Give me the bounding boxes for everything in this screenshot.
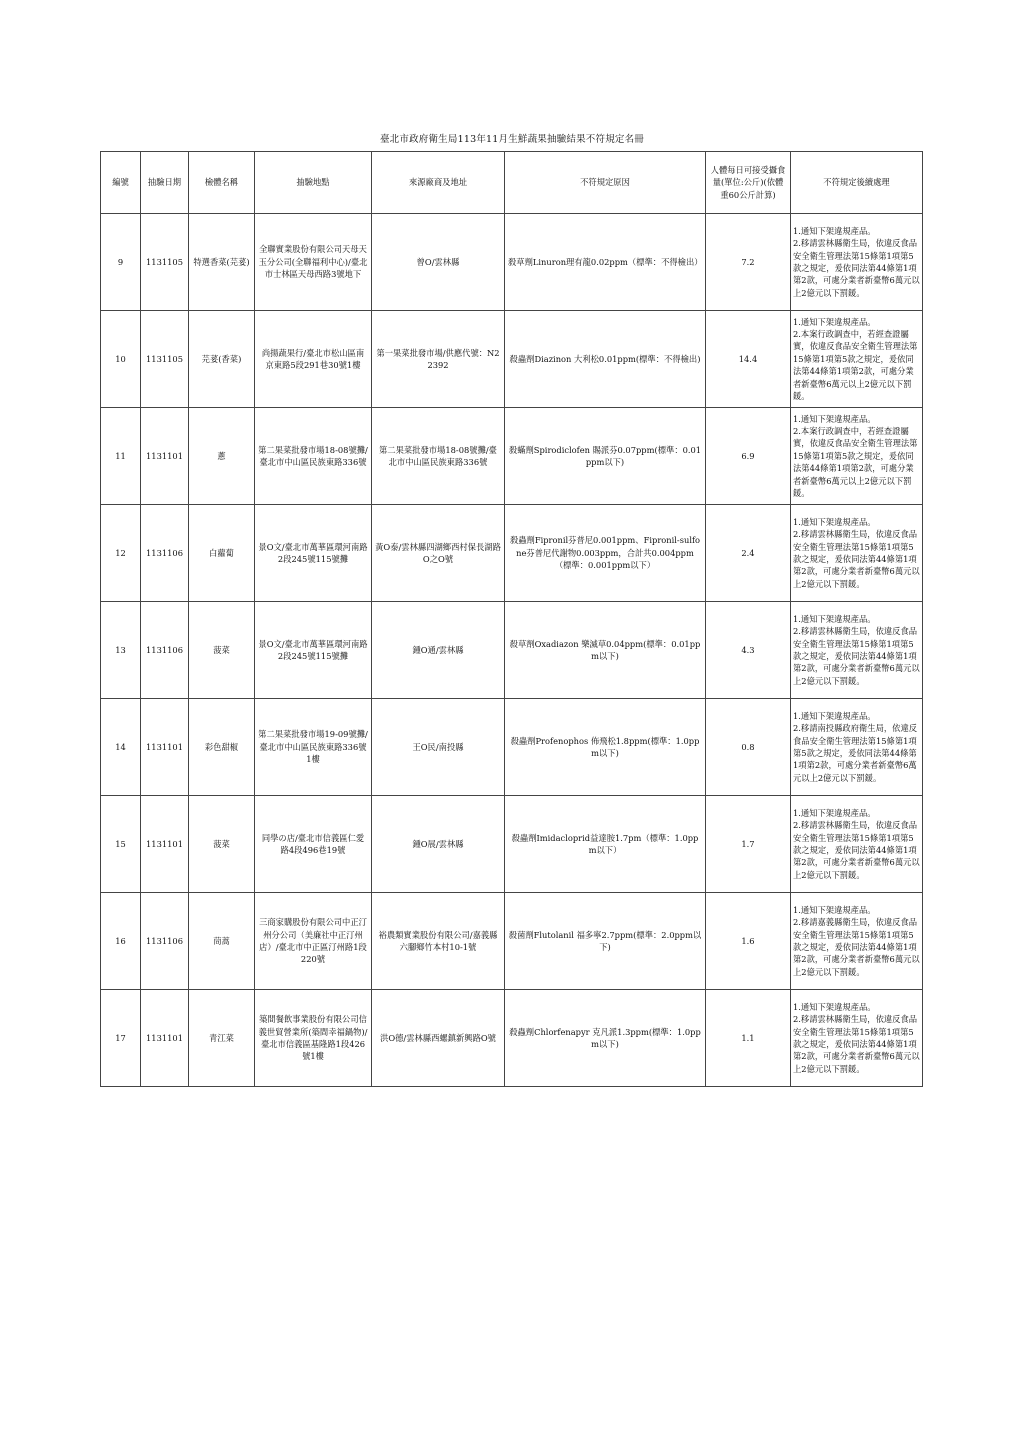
cell-date: 1131106: [141, 893, 189, 990]
cell-source: 第一果菜批發市場/供應代號：N22392: [372, 311, 505, 408]
cell-sample: 芫荽(香菜): [189, 311, 255, 408]
table-row: [101, 311, 923, 408]
cell-adi: 4.3: [706, 602, 791, 699]
cell-no: 11: [101, 408, 141, 505]
followup-line: 1.通知下架違規產品。: [793, 807, 876, 818]
cell-sample: 青江菜: [189, 990, 255, 1087]
cell-followup: [791, 893, 923, 990]
cell-source: 洪O德/雲林縣西螺鎮新興路O號: [372, 990, 505, 1087]
cell-location: 同學の店/臺北市信義區仁愛路4段496巷19號: [255, 796, 372, 893]
table-row: [101, 699, 923, 796]
cell-source: 王O民/南投縣: [372, 699, 505, 796]
table-header-row: [101, 152, 923, 214]
cell-reason: 殺蟲劑Imidacloprid益達胺1.7pm（標準：1.0ppm以下）: [505, 796, 706, 893]
cell-followup: [791, 214, 923, 311]
followup-line: 1.通知下架違規產品。: [793, 225, 876, 236]
cell-followup: [791, 699, 923, 796]
cell-reason: 殺菌劑Flutolanil 福多寧2.7ppm(標準：2.0ppm以下): [505, 893, 706, 990]
header-followup: 不符規定後續處理: [791, 152, 923, 214]
followup-line: 2.移請雲林縣衛生局，依違反食品安全衛生管理法第15條第1項第5款之規定，爰依同法第44條第1項第2款，可處分業者新臺幣6萬元以上2億元以下罰鍰。: [793, 820, 920, 880]
cell-date: 1131106: [141, 602, 189, 699]
table-row: [101, 602, 923, 699]
cell-location: 第二果菜批發市場19-09號攤/臺北市中山區民族東路336號1樓: [255, 699, 372, 796]
cell-date: 1131101: [141, 408, 189, 505]
page-title: 臺北市政府衛生局113年11月生鮮蔬果抽驗結果不符規定名冊: [379, 134, 645, 145]
cell-source: 黃O泰/雲林縣四湖鄉西村保長湖路O之O號: [372, 505, 505, 602]
cell-adi: 0.8: [706, 699, 791, 796]
cell-date: 1131106: [141, 505, 189, 602]
cell-followup: [791, 505, 923, 602]
cell-reason: 殺蟲劑Profenophos 佈飛松1.8ppm(標準：1.0ppm以下): [505, 699, 706, 796]
header-reason: 不符規定原因: [505, 152, 706, 214]
cell-sample: 特選香菜(芫荽): [189, 214, 255, 311]
cell-followup: [791, 796, 923, 893]
cell-sample: 菠菜: [189, 602, 255, 699]
cell-no: 10: [101, 311, 141, 408]
followup-line: 2.本案行政調查中，若經查證屬實，依違反食品安全衛生管理法第15條第1項第5款之規定，爰依同法第44條第1項第2款，可處分業者新臺幣6萬元以上2億元以下罰鍰。: [793, 328, 918, 402]
cell-reason: 殺草劑Oxadiazon 樂滅草0.04ppm(標準：0.01ppm以下): [505, 602, 706, 699]
header-no: 編號: [101, 152, 141, 214]
cell-reason: 殺蟎劑Spirodiclofen 賜派芬0.07ppm(標準：0.01ppm以下): [505, 408, 706, 505]
cell-sample: 白蘿蔔: [189, 505, 255, 602]
cell-followup: [791, 990, 923, 1087]
followup-line: 2.移請雲林縣衛生局，依違反食品安全衛生管理法第15條第1項第5款之規定，爰依同法第44條第1項第2款，可處分業者新臺幣6萬元以上2億元以下罰鍰。: [793, 626, 920, 686]
followup-line: 1.通知下架違規產品。: [793, 1001, 876, 1012]
cell-followup: [791, 408, 923, 505]
followup-line: 2.移請雲林縣衛生局，依違反食品安全衛生管理法第15條第1項第5款之規定，爰依同法第44條第1項第2款，可處分業者新臺幣6萬元以上2億元以下罰鍰。: [793, 1014, 920, 1074]
header-source: 來源廠商及地址: [372, 152, 505, 214]
cell-sample: 蔥: [189, 408, 255, 505]
cell-reason: 殺草劑Linuron理有龍0.02ppm（標準：不得檢出）: [505, 214, 706, 311]
cell-reason: 殺蟲劑Fipronil芬普尼0.001ppm、Fipronil-sulfone芬普尼代謝物0.003ppm，合計共0.004ppm（標準：0.001ppm以下）: [505, 505, 706, 602]
followup-line: 1.通知下架違規產品。: [793, 904, 876, 915]
cell-source: 鍾O展/雲林縣: [372, 796, 505, 893]
cell-source: 曾O/雲林縣: [372, 214, 505, 311]
violation-table: [100, 151, 923, 1087]
cell-source: 鍾O通/雲林縣: [372, 602, 505, 699]
cell-sample: 彩色甜椒: [189, 699, 255, 796]
cell-location: 尚揚蔬果行/臺北市松山區南京東路5段291巷30號1樓: [255, 311, 372, 408]
cell-adi: 6.9: [706, 408, 791, 505]
cell-reason: 殺蟲劑Chlorfenapyr 克凡派1.3ppm(標準：1.0ppm以下): [505, 990, 706, 1087]
cell-adi: 7.2: [706, 214, 791, 311]
header-adi: 人體每日可接受攝食量(單位:公斤)(依體重60公斤計算): [706, 152, 791, 214]
cell-date: 1131105: [141, 214, 189, 311]
cell-no: 14: [101, 699, 141, 796]
followup-line: 2.移請嘉義縣衛生局，依違反食品安全衛生管理法第15條第1項第5款之規定，爰依同法第44條第1項第2款，可處分業者新臺幣6萬元以上2億元以下罰鍰。: [793, 917, 920, 977]
cell-adi: 2.4: [706, 505, 791, 602]
cell-date: 1131101: [141, 699, 189, 796]
table-row: [101, 505, 923, 602]
cell-source: 裕農類實業股份有限公司/嘉義縣六腳鄉竹本村10-1號: [372, 893, 505, 990]
table-row: [101, 990, 923, 1087]
cell-adi: 1.6: [706, 893, 791, 990]
table-body: [101, 214, 923, 1087]
followup-line: 1.通知下架違規產品。: [793, 710, 876, 721]
cell-followup: [791, 602, 923, 699]
cell-location: 築間餐飲事業股份有限公司信義世貿營業所(築間幸福鍋物)/臺北市信義區基隆路1段426號1樓: [255, 990, 372, 1087]
cell-adi: 14.4: [706, 311, 791, 408]
cell-followup: [791, 311, 923, 408]
cell-location: 全聯實業股份有限公司天母天玉分公司(全聯福利中心)/臺北市士林區天母西路3號地下: [255, 214, 372, 311]
table-row: [101, 408, 923, 505]
cell-location: 第二果菜批發市場18-08號攤/臺北市中山區民族東路336號: [255, 408, 372, 505]
cell-no: 12: [101, 505, 141, 602]
cell-no: 16: [101, 893, 141, 990]
cell-sample: 菠菜: [189, 796, 255, 893]
cell-location: 景O文/臺北市萬華區環河南路2段245號115號攤: [255, 505, 372, 602]
cell-no: 13: [101, 602, 141, 699]
cell-date: 1131101: [141, 796, 189, 893]
cell-source: 第二果菜批發市場18-08號攤/臺北市中山區民族東路336號: [372, 408, 505, 505]
cell-location: 三商家購股份有限公司中正汀州分公司（美廉社中正汀州店）/臺北市中正區汀州路1段220號: [255, 893, 372, 990]
cell-adi: 1.7: [706, 796, 791, 893]
cell-no: 17: [101, 990, 141, 1087]
header-sample: 檢體名稱: [189, 152, 255, 214]
cell-reason: 殺蟲劑Diazinon 大利松0.01ppm(標準：不得檢出): [505, 311, 706, 408]
followup-line: 2.本案行政調查中，若經查證屬實，依違反食品安全衛生管理法第15條第1項第5款之規定，爰依同法第44條第1項第2款，可處分業者新臺幣6萬元以上2億元以下罰鍰。: [793, 425, 918, 499]
followup-line: 2.移請南投縣政府衛生局，依違反食品安全衛生管理法第15條第1項第5款之規定，爰依同法第44條第1項第2款，可處分業者新臺幣6萬元以上2億元以下罰鍰。: [793, 723, 918, 783]
cell-location: 景O文/臺北市萬華區環河南路2段245號115號攤: [255, 602, 372, 699]
header-date: 抽驗日期: [141, 152, 189, 214]
followup-line: 1.通知下架違規產品。: [793, 413, 876, 424]
cell-date: 1131105: [141, 311, 189, 408]
header-location: 抽驗地點: [255, 152, 372, 214]
followup-line: 1.通知下架違規產品。: [793, 516, 876, 527]
cell-no: 9: [101, 214, 141, 311]
table-row: [101, 893, 923, 990]
table-row: [101, 214, 923, 311]
cell-adi: 1.1: [706, 990, 791, 1087]
cell-sample: 茼蒿: [189, 893, 255, 990]
table-row: [101, 796, 923, 893]
followup-line: 1.通知下架違規產品。: [793, 613, 876, 624]
followup-line: 2.移請雲林縣衛生局，依違反食品安全衛生管理法第15條第1項第5款之規定，爰依同法第44條第1項第2款，可處分業者新臺幣6萬元以上2億元以下罰鍰。: [793, 529, 920, 589]
cell-no: 15: [101, 796, 141, 893]
followup-line: 1.通知下架違規產品。: [793, 316, 876, 327]
followup-line: 2.移請雲林縣衛生局，依違反食品安全衛生管理法第15條第1項第5款之規定，爰依同法第44條第1項第2款，可處分業者新臺幣6萬元以上2億元以下罰鍰。: [793, 238, 920, 298]
cell-date: 1131101: [141, 990, 189, 1087]
